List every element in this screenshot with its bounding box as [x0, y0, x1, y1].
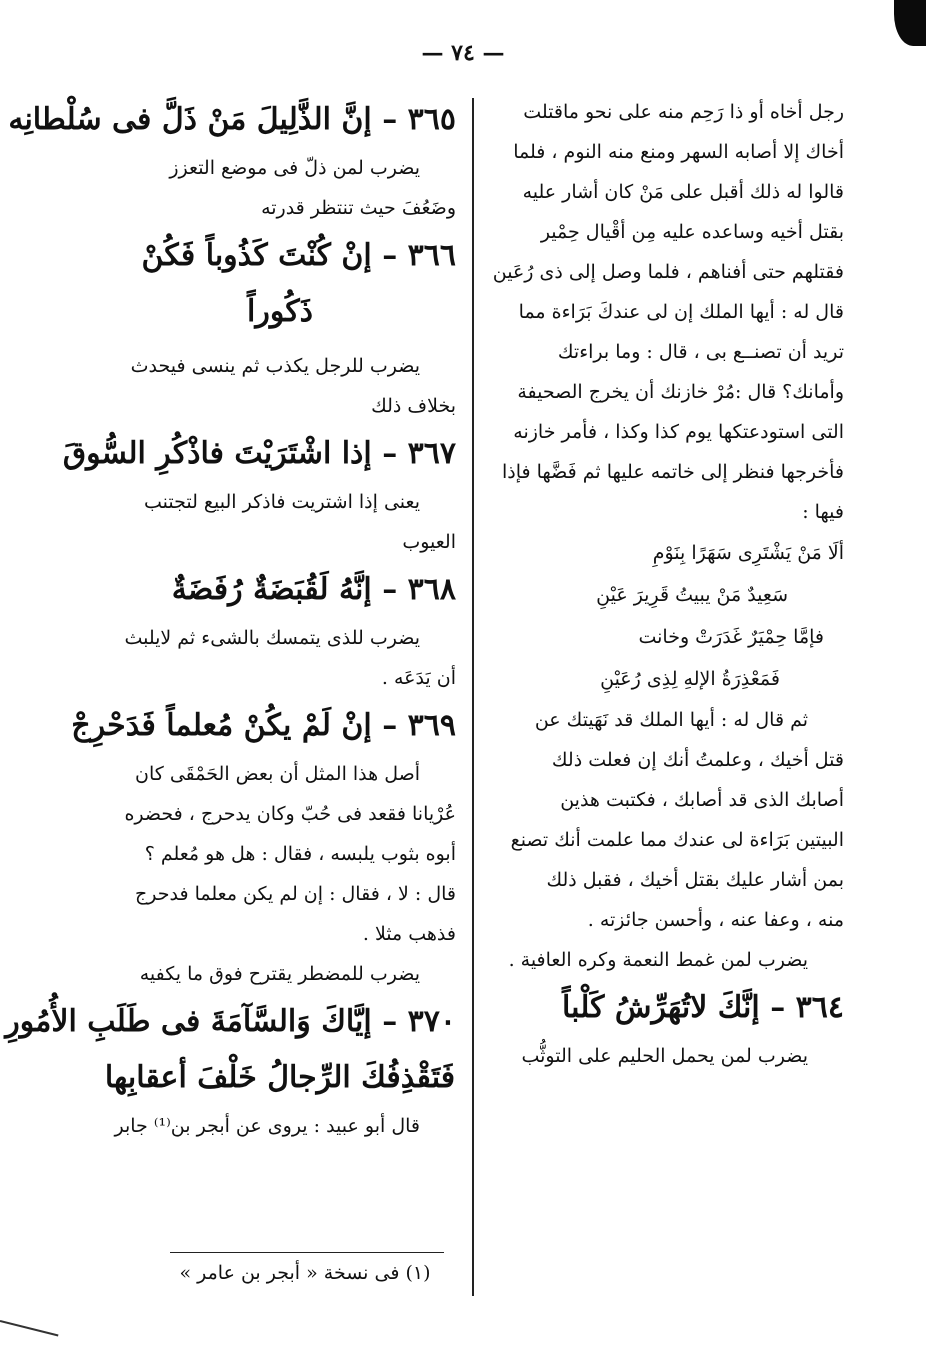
usage-note: العيوب	[402, 531, 456, 553]
proverb-heading-365	[8, 92, 456, 148]
proverb-number: ٣٦٦	[407, 238, 456, 273]
text-line: بقتل أخيه وساعده عليه مِن أقْيال حِمْير	[540, 221, 844, 243]
heading-dash: –	[382, 238, 398, 273]
usage-note: يضرب لمن غمط النعمة وكره العافية .	[508, 949, 808, 971]
proverb-title: إنْ لَمْ يكُنْ مُعلماً فَدَحْرِجْ	[71, 708, 372, 743]
proverb-title-continued: ذَكُوراً	[247, 294, 313, 329]
proverb-number: ٣٦٧	[407, 436, 456, 471]
right-column	[492, 92, 844, 1076]
proverb-title: إنَّ الذَّلِيلَ مَنْ ذَلَّ فى سُلْطانِه	[8, 102, 372, 137]
text-line: قال : لا ، فقال : إن لم يكن معلما فدحرج	[135, 883, 456, 905]
usage-note: يضرب للمضطر يقترح فوق ما يكفيه	[139, 963, 420, 985]
text-line: فقتلهم حتى أفناهم ، فلما وصل إلى ذى رُعَين	[492, 261, 844, 283]
text-line: أصابك الذى قد أصابك ، فكتبت هذين	[560, 789, 844, 811]
proverb-heading-366	[104, 228, 456, 284]
proverb-title: إنْ كُنْتَ كَذُوباً فَكُنْ	[141, 238, 372, 273]
text-line: رجل أخاه أو ذا رَحِم منه على نحو ماقتلت	[523, 101, 844, 123]
usage-note: يضرب لمن ذلّ فى موضع التعزز	[169, 157, 420, 179]
text-line: وأمانك؟ قال :مُرْ خازنك أن يخرج الصحيفة	[517, 381, 844, 403]
page-number: — ٧٤ —	[421, 40, 505, 66]
text-line: قال له : أيها الملك إن لى عندكَ بَرَاءة مما	[518, 301, 844, 323]
text-line: فأخرجها فنظر إلى خاتمه عليها ثم فَضَّها فإذا	[501, 461, 844, 483]
usage-note: يعنى إذا اشتريت فاذكر البيع لتجتنب	[143, 491, 420, 513]
text-line: منه ، وعفا عنه ، وأحسن جائزته .	[587, 909, 844, 931]
text-line: قال أبو عبيد : يروى عن أبجر بن⁽¹⁾ جابر	[114, 1115, 420, 1137]
heading-dash: –	[382, 1004, 398, 1039]
heading-dash: –	[770, 990, 786, 1025]
proverb-title: إيَّاكَ وَالسَّآمَةَ فى طَلَبِ الأُمُورِ	[5, 1004, 372, 1039]
usage-note: يضرب للرجل يكذب ثم ينسى فيحدث	[130, 355, 420, 377]
usage-note: وضَعُفَ حيث تنتظر قدرته	[261, 197, 456, 219]
text-line: بمن أشار عليك بقتل أخيك ، فقبل ذلك	[546, 869, 844, 891]
text-line: التى استودعتكها يوم كذا وكذا ، فأمر خازنه	[513, 421, 844, 443]
text-line: قالوا له ذلك أقبل على مَنْ كان أشار عليه	[522, 181, 844, 203]
proverb-number: ٣٦٤	[795, 990, 844, 1025]
poem-verse: سَعِيدٌ مَنْ يبيتُ قَرِيرَ عَيْنِ	[596, 584, 788, 606]
text-line: أخاك إلا أصابه السهر ومنع منه النوم ، فلما	[513, 141, 844, 163]
usage-note: يضرب للذى يتمسك بالشىء ثم لايلبث	[124, 627, 420, 649]
text-line: ثم قال له : أيها الملك قد نَهَيتك عن	[534, 709, 808, 731]
text-line: أصل هذا المثل أن بعض الحَمْقَى كان	[135, 763, 420, 785]
text-line: أبوه بثوب يلبسه ، فقال : هل هو مُعلم ؟	[144, 843, 456, 865]
proverb-heading-370	[5, 994, 456, 1050]
usage-note: يضرب لمن يحمل الحليم على التوثُّب	[521, 1045, 808, 1067]
heading-dash: –	[382, 708, 398, 743]
text-line: قتل أخيك ، وعلمتُ أنك إن فعلت ذلك	[551, 749, 844, 771]
usage-note: أن يَدَعَه .	[381, 667, 456, 689]
poem-verse: فَمَعْذِرَةُ الإلهِ لِذِى رُعَيْنِ	[600, 668, 780, 690]
proverb-heading-368	[104, 562, 456, 618]
text-line: البيتين بَرَاءة لى عندك مما علمت أنك تصنع	[510, 829, 844, 851]
poem-verse: ألَا مَنْ يَشْتَرِى سَهَرًا بِنَوْمِ	[652, 542, 844, 564]
proverb-title-continued: فَتَقْذِفُكَ الرِّجالُ خَلْفَ أعقابِها	[104, 1060, 456, 1095]
footnote: (١) فى نسخة « أبجر بن عامر »	[179, 1262, 431, 1284]
heading-dash: –	[382, 436, 398, 471]
proverb-title: إنَّهُ لَقُبَضَةٌ رُفَضَةٌ	[171, 572, 372, 607]
proverb-title: إنَّكَ لاتُهَرِّشُ كَلْباً	[562, 990, 760, 1025]
proverb-heading-369	[71, 698, 456, 754]
footnote-rule	[170, 1252, 444, 1253]
usage-note: بخلاف ذلك	[371, 395, 456, 417]
text-line: عُرْيانا فقعد فى حُبّ وكان يدحرج ، فحضره	[124, 803, 456, 825]
text-line: تريد أن تصنــع بى ، قال : وما براءتك	[557, 341, 844, 363]
poem-verse: فإمَّا حِمْيَرٌ غَدَرَتْ وخانت	[638, 626, 824, 648]
text-line: فذهب مثلا .	[362, 923, 456, 945]
text-line: فيها :	[802, 501, 844, 523]
left-column	[5, 92, 456, 1146]
proverb-number: ٣٧٠	[407, 1004, 456, 1039]
proverb-heading-364	[492, 980, 844, 1036]
scan-artifact-line	[0, 1320, 58, 1336]
proverb-number: ٣٦٩	[407, 708, 456, 743]
column-divider	[472, 98, 474, 1296]
proverb-number: ٣٦٨	[407, 572, 456, 607]
proverb-title: إذا اشْتَرَيْتَ فاذْكُرِ السُّوقَ	[62, 436, 372, 471]
heading-dash: –	[382, 572, 398, 607]
proverb-number: ٣٦٥	[407, 102, 456, 137]
proverb-heading-367	[62, 426, 456, 482]
heading-dash: –	[382, 102, 398, 137]
